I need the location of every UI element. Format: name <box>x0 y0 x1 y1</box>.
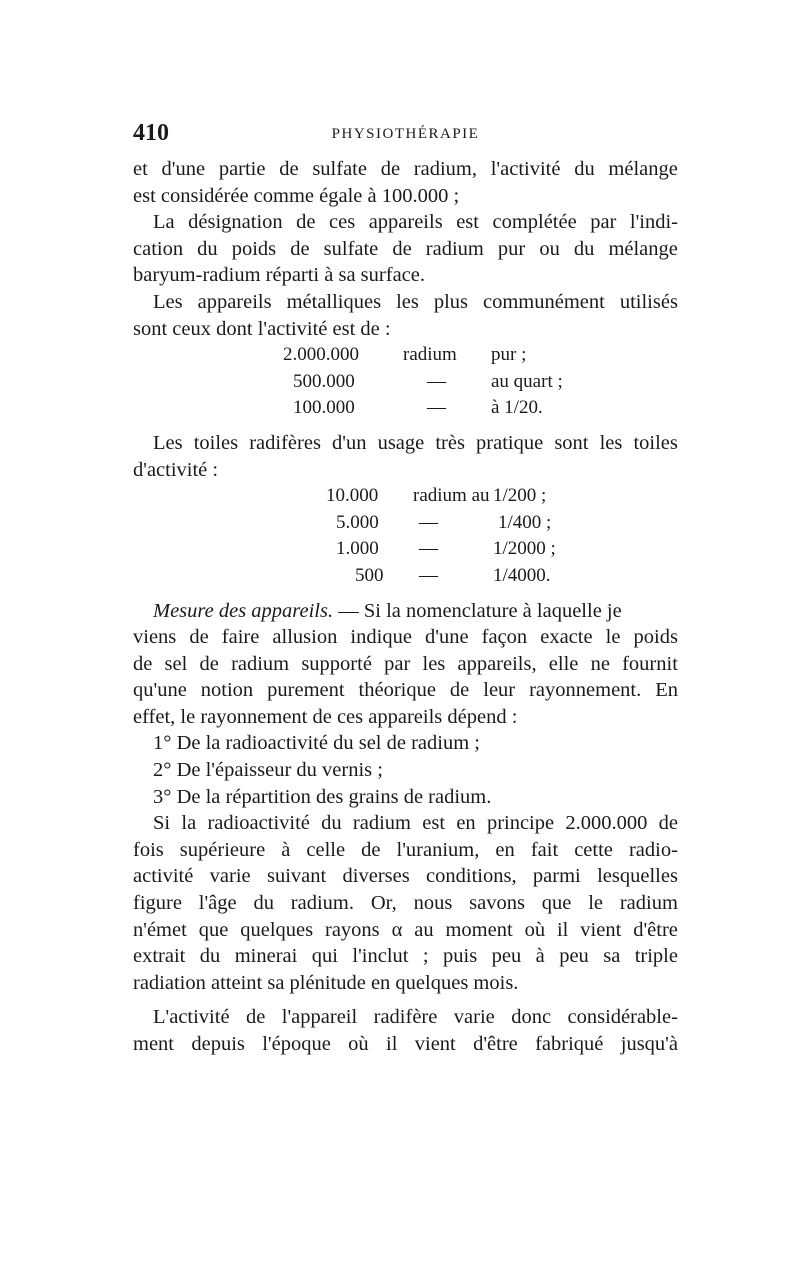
text-line: extrait du minerai qui l'inclut ; puis peu à peu sa triple <box>133 945 678 968</box>
table-cell-substance: — <box>427 370 446 392</box>
table-cell-substance: — <box>419 511 438 533</box>
table-cell-substance: radium au <box>413 485 490 507</box>
text-line: fois supérieure à celle de l'uranium, en fait cette radio- <box>133 838 678 861</box>
text-line: L'activité de l'appareil radifère varie donc considérable- <box>153 1006 678 1029</box>
text-line: d'activité : <box>133 458 219 481</box>
running-head: PHYSIOTHÉRAPIE <box>331 126 480 142</box>
table-row <box>133 395 678 422</box>
table-cell-substance: — <box>419 538 438 560</box>
text-line: n'émet que quelques rayons α au moment où il vient d'être <box>133 918 678 941</box>
page-header <box>133 120 678 150</box>
activity-table-metallic <box>133 342 678 422</box>
text-line: baryum-radium réparti à sa surface. <box>133 264 425 287</box>
section-heading: Mesure des appareils. <box>153 599 334 622</box>
text-line: de sel de radium supporté par les appareils, elle ne fournit <box>133 652 678 675</box>
table-row <box>133 563 678 590</box>
table-cell-fraction: 1/200 ; <box>493 485 547 507</box>
table-cell-value: 500 <box>355 564 384 586</box>
list-item: 2° De l'épaisseur du vernis ; <box>153 759 383 782</box>
table-cell-value: 10.000 <box>326 485 379 507</box>
table-cell-fraction: au quart ; <box>491 370 563 392</box>
list-item: 3° De la répartition des grains de radium. <box>153 785 492 808</box>
text-line: Mesure des appareils. — Si la nomenclature à laquelle je <box>153 599 622 622</box>
text-line: cation du poids de sulfate de radium pur ou du mélange <box>133 237 678 260</box>
text-line: est considérée comme égale à 100.000 ; <box>133 184 460 207</box>
text-line: activité varie suivant diverses conditions, parmi lesquelles <box>133 865 678 888</box>
text-line: figure l'âge du radium. Or, nous savons que le radium <box>133 892 678 915</box>
table-cell-value: 5.000 <box>336 511 379 533</box>
text-line: et d'une partie de sulfate de radium, l'activité du mélange <box>133 158 678 180</box>
table-cell-substance: — <box>427 397 446 419</box>
table-cell-value: 100.000 <box>293 397 355 419</box>
table-cell-value: 500.000 <box>293 370 355 392</box>
table-cell-fraction: 1/2000 ; <box>493 538 556 560</box>
text-line: La désignation de ces appareils est complétée par l'indi- <box>153 211 678 234</box>
text-line: viens de faire allusion indique d'une façon exacte le poids <box>133 626 678 649</box>
table-cell-substance: radium <box>403 344 457 366</box>
activity-table-fabrics <box>133 483 678 589</box>
table-row <box>133 536 678 563</box>
table-cell-fraction: à 1/20. <box>491 397 543 419</box>
table-row <box>133 510 678 537</box>
text-line: sont ceux dont l'activité est de : <box>133 317 391 340</box>
table-row <box>133 483 678 510</box>
table-cell-fraction: 1/400 ; <box>498 511 552 533</box>
table-cell-value: 2.000.000 <box>283 344 359 366</box>
table-cell-fraction: 1/4000. <box>493 564 551 586</box>
text-line: radiation atteint sa plénitude en quelques mois. <box>133 971 519 994</box>
text-line: ment depuis l'époque où il vient d'être fabriqué jusqu'à <box>133 1033 678 1055</box>
table-cell-substance: — <box>419 564 438 586</box>
text-line: Si la radioactivité du radium est en principe 2.000.000 de <box>153 812 678 835</box>
list-item: 1° De la radioactivité du sel de radium ; <box>153 732 480 755</box>
text-line: qu'une notion purement théorique de leur rayonnement. En <box>133 679 678 702</box>
table-row <box>133 369 678 396</box>
text-line: effet, le rayonnement de ces appareils dépend : <box>133 705 518 728</box>
table-cell-value: 1.000 <box>336 538 379 560</box>
text-line: Les toiles radifères d'un usage très pratique sont les toiles <box>153 431 678 454</box>
text-line: Les appareils métalliques les plus communément utilisés <box>153 290 678 313</box>
table-cell-fraction: pur ; <box>491 344 527 366</box>
body-text <box>133 156 678 1058</box>
page-number: 410 <box>133 120 169 146</box>
table-row <box>133 342 678 369</box>
